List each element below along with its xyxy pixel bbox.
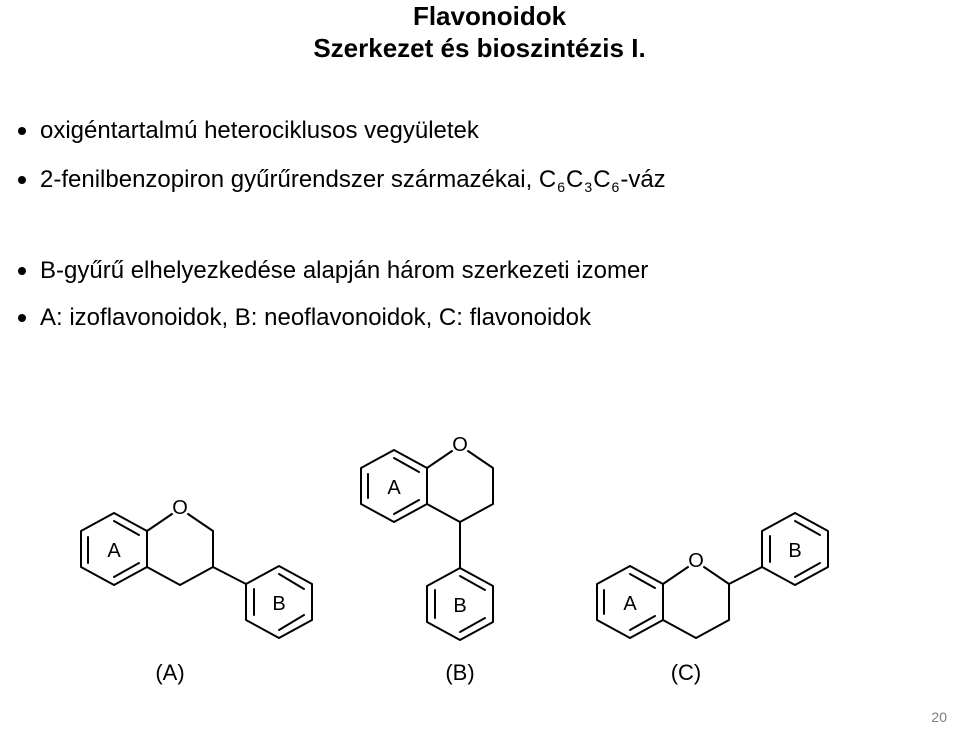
formula-prefix: 2-fenilbenzopiron gyűrűrendszer származékai, C: [40, 166, 557, 193]
formula-suffix: -váz: [620, 166, 666, 193]
title-line-1: Flavonoidok: [412, 1, 567, 31]
ring-a-label: A: [107, 540, 121, 562]
ring-b-bond: [729, 567, 762, 584]
formula-carbon: C: [593, 166, 611, 193]
ring-b-label: B: [788, 540, 802, 562]
pyran-ring: [147, 514, 213, 585]
bullet-text: oxigéntartalmú heterociklusos vegyületek: [40, 117, 479, 144]
title-line-2: Szerkezet és bioszintézis I.: [313, 33, 646, 63]
structure-c: [597, 513, 828, 638]
oxygen-label: O: [688, 550, 704, 572]
formula-subscript: 3: [584, 179, 593, 195]
ring-b-label: B: [272, 593, 286, 615]
caption-b: (B): [445, 660, 475, 685]
ring-a-label: A: [623, 593, 637, 615]
bullet-text: A: izoflavonoidok, B: neoflavonoidok, C: flavonoidok: [40, 304, 592, 331]
formula-subscript: 6: [611, 179, 620, 195]
caption-a: (A): [155, 660, 185, 685]
formula-subscript: 6: [557, 179, 566, 195]
page-number: 20: [931, 709, 947, 725]
structure-b: [361, 450, 493, 640]
oxygen-label: O: [172, 497, 188, 519]
ring-b-label: B: [453, 595, 467, 617]
ring-b-bond: [213, 567, 246, 584]
structure-a: [81, 513, 312, 638]
ring-a-label: A: [387, 477, 401, 499]
bullet-text: B-gyűrű elhelyezkedése alapján három szerkezeti izomer: [40, 257, 649, 284]
formula-carbon: C: [566, 166, 584, 193]
pyran-ring: [427, 451, 493, 522]
pyran-ring: [663, 567, 729, 638]
oxygen-label: O: [452, 434, 468, 456]
caption-c: (C): [670, 660, 702, 685]
